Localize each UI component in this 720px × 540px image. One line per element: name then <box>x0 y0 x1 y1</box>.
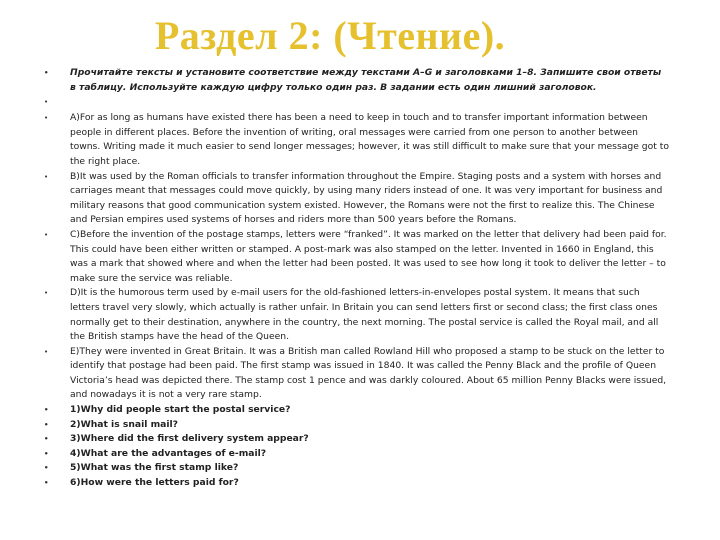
content-list <box>44 66 670 491</box>
question-5: • 5)What was the first stamp like? <box>44 461 670 476</box>
question-3: • 3)Where did the first delivery system appear? <box>44 432 670 447</box>
text-b: • B)It was used by the Roman officials to transfer information throughout the Empire. Staging posts and a system with horses and carriages meant that messages could move quickly, by using many riders instead of one. It was very important for business and military reasons that good communication system existed. However, the Romans were not the first to realize this. The Chinese and Persian empires used systems of horses and riders more than 500 years before the Romans. <box>44 170 670 228</box>
text-d: • D)It is the humorous term used by e-mail users for the old-fashioned letters-in-envelopes postal system. It means that such letters travel very slowly, which actually is rather unfair. In Britain you can send letters first or second class; the first class ones normally get to their destination, anywhere in the country, the next morning. The postal service is called the Royal mail, and all the British stamps have the head of the Queen. <box>44 286 670 344</box>
text-e: • E)They were invented in Great Britain. It was a British man called Rowland Hill who proposed a stamp to be stuck on the letter to identify that postage had been paid. The first stamp was issued in 1840. It was called the Penny Black and the profile of Queen Victoria’s head was depicted there. The stamp cost 1 pence and was darkly coloured. About 65 million Penny Blacks were issued, and nowadays it is not a very rare stamp. <box>44 345 670 403</box>
task-instruction: • Прочитайте тексты и установите соответствие между текстами A–G и заголовками 1–8. Запишите свои ответы в таблицу. Используйте каждую цифру только один раз. В задании есть один лишний заголовок. <box>44 66 670 95</box>
text-c: • C)Before the invention of the postage stamps, letters were “franked”. It was marked on the letter that delivery had been paid for. This could have been either written or stamped. A post-mark was also stamped on the letter. Invented in 1660 in England, this was a mark that showed where and when the letter had been posted. It was used to see how long it took to deliver the letter – to make sure the service was reliable. <box>44 228 670 286</box>
question-2: • 2)What is snail mail? <box>44 418 670 433</box>
slide-title: Раздел 2: (Чтение). <box>154 13 506 58</box>
empty-bullet <box>44 95 670 111</box>
question-1: • 1)Why did people start the postal service? <box>44 403 670 418</box>
question-6: • 6)How were the letters paid for? <box>44 476 670 491</box>
text-a: • A)For as long as humans have existed there has been a need to keep in touch and to transfer important information between people in different places. Before the invention of writing, oral messages were carried from one person to another between towns. Writing made it much easier to send longer messages; however, it was still difficult to make sure that your message got to the right place. <box>44 111 670 169</box>
question-4: • 4)What are the advantages of e-mail? <box>44 447 670 462</box>
